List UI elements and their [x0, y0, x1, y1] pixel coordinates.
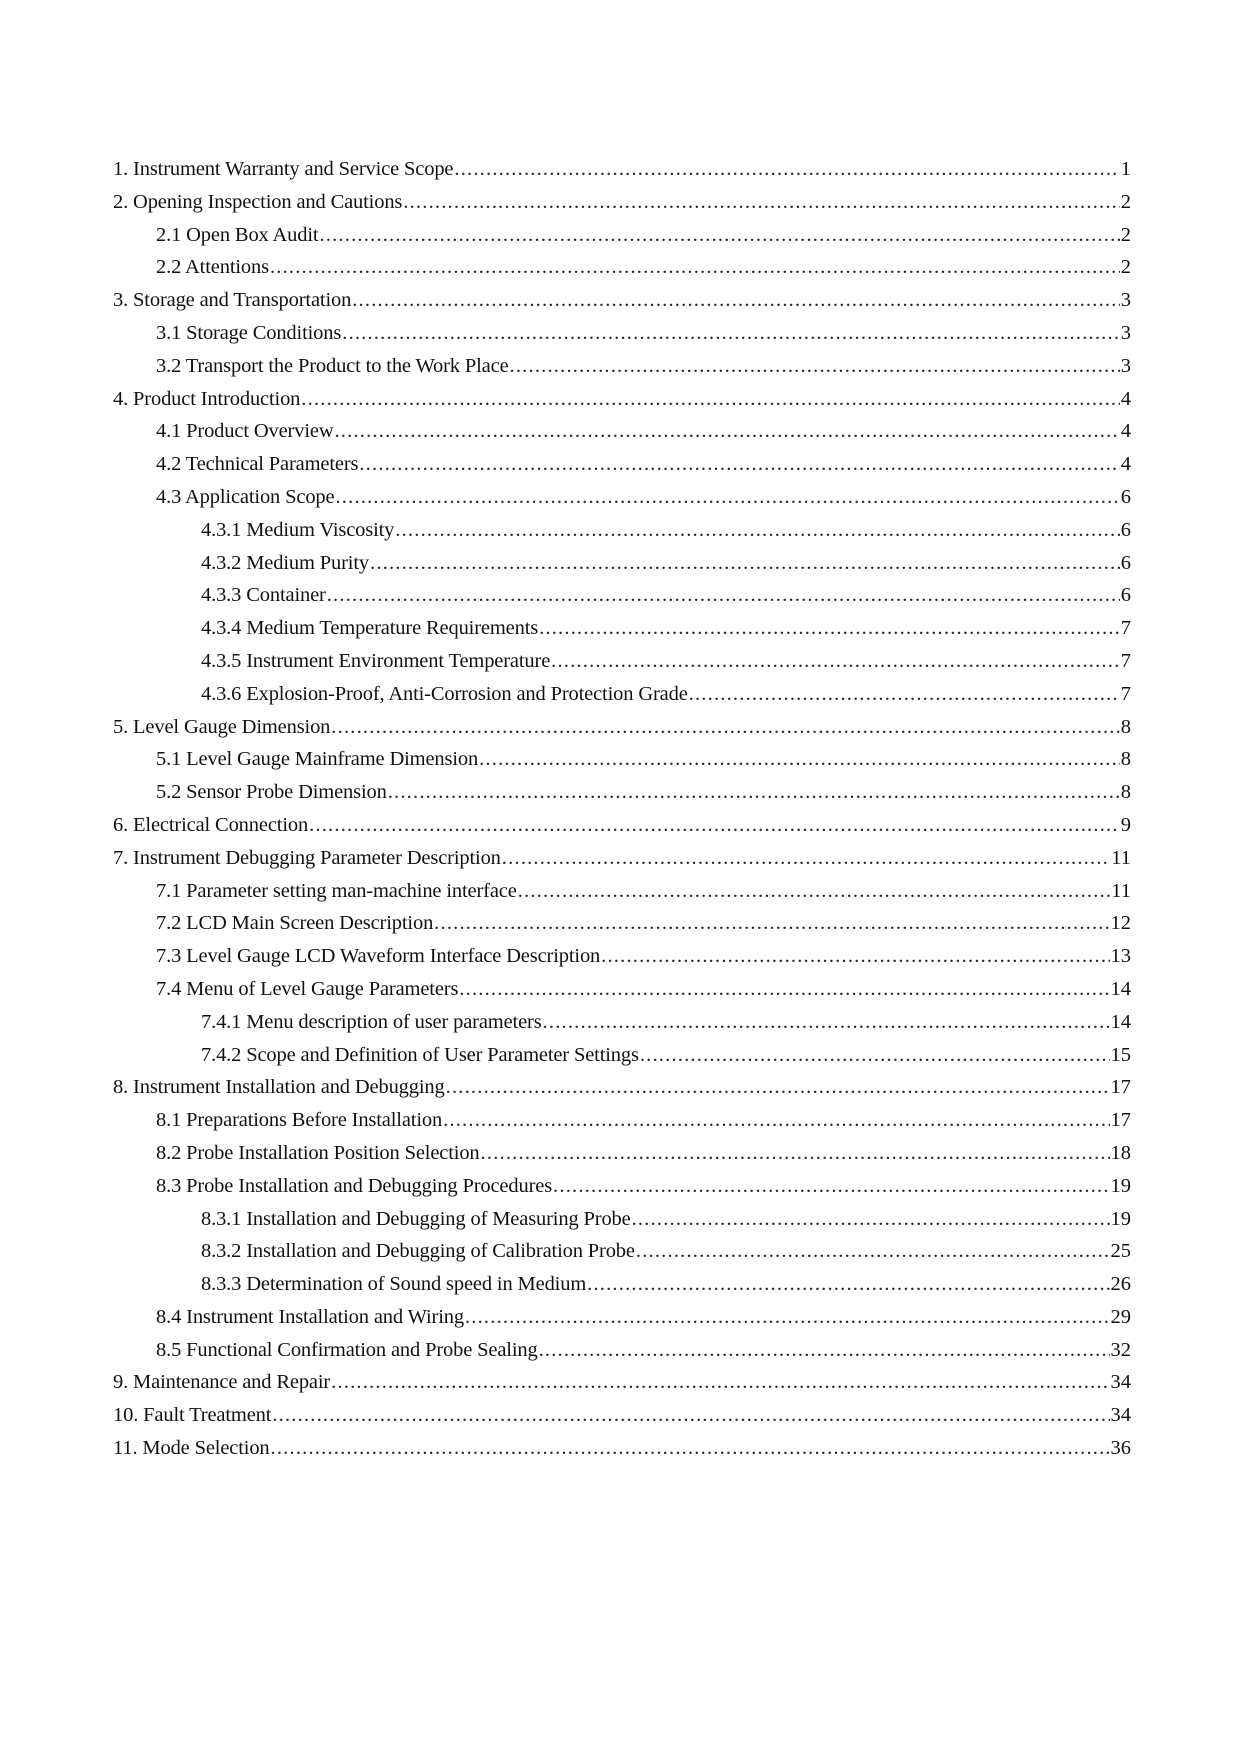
- toc-entry-page-number: 19: [1110, 1207, 1131, 1230]
- toc-entry-title: 10. Fault Treatment: [113, 1404, 272, 1427]
- toc-entry-page-number: 19: [1110, 1174, 1131, 1197]
- toc-entry-title: 7.4.1 Menu description of user parameters: [201, 1010, 542, 1033]
- toc-entry-page-number: 36: [1110, 1437, 1131, 1460]
- toc-entry-title: 7.2 LCD Main Screen Description: [156, 912, 434, 935]
- toc-dot-leader: [272, 1399, 1109, 1432]
- toc-entry-page-number: 8: [1120, 715, 1131, 738]
- toc-entry-page-number: 17: [1110, 1076, 1131, 1099]
- toc-dot-leader: [502, 842, 1110, 875]
- toc-entry-title: 8. Instrument Installation and Debugging: [113, 1076, 445, 1099]
- toc-dot-leader: [601, 940, 1109, 973]
- toc-entry-page-number: 11: [1111, 846, 1131, 869]
- toc-entry-page-number: 3: [1120, 354, 1131, 377]
- toc-dot-leader: [689, 678, 1120, 711]
- toc-entry[interactable]: [113, 1268, 1131, 1301]
- toc-entry[interactable]: [113, 1039, 1131, 1072]
- toc-dot-leader: [481, 1137, 1110, 1170]
- toc-entry-title: 8.3.2 Installation and Debugging of Calibration Probe: [201, 1240, 635, 1263]
- toc-entry[interactable]: [113, 1366, 1131, 1399]
- toc-entry-title: 8.4 Instrument Installation and Wiring: [156, 1305, 464, 1328]
- toc-entry-title: 8.3.1 Installation and Debugging of Measuring Probe: [201, 1207, 631, 1230]
- toc-dot-leader: [334, 415, 1119, 448]
- toc-entry-title: 4.3.4 Medium Temperature Requirements: [201, 617, 539, 640]
- toc-entry-title: 8.3.3 Determination of Sound speed in Medium: [201, 1273, 587, 1296]
- toc-entry-title: 4.3 Application Scope: [156, 485, 335, 508]
- toc-dot-leader: [454, 153, 1119, 186]
- toc-entry[interactable]: [113, 415, 1131, 448]
- toc-entry-title: 2.1 Open Box Audit: [156, 223, 319, 246]
- toc-entry-page-number: 25: [1110, 1240, 1131, 1263]
- toc-entry-page-number: 34: [1110, 1371, 1131, 1394]
- toc-dot-leader: [309, 809, 1120, 842]
- toc-entry-title: 5.2 Sensor Probe Dimension: [156, 781, 387, 804]
- toc-entry[interactable]: [113, 809, 1131, 842]
- toc-dot-leader: [640, 1039, 1110, 1072]
- toc-entry-page-number: 29: [1110, 1305, 1131, 1328]
- toc-entry-page-number: 15: [1110, 1043, 1131, 1066]
- toc-entry-title: 3.2 Transport the Product to the Work Place: [156, 354, 509, 377]
- toc-dot-leader: [551, 645, 1120, 678]
- toc-entry[interactable]: [113, 940, 1131, 973]
- toc-entry-page-number: 4: [1120, 420, 1131, 443]
- toc-entry-title: 11. Mode Selection: [113, 1437, 270, 1460]
- toc-entry-page-number: 13: [1110, 945, 1131, 968]
- toc-entry-title: 3. Storage and Transportation: [113, 289, 352, 312]
- toc-entry-page-number: 2: [1120, 256, 1131, 279]
- toc-entry-title: 8.2 Probe Installation Position Selection: [156, 1141, 480, 1164]
- toc-entry[interactable]: [113, 1170, 1131, 1203]
- toc-entry-page-number: 7: [1120, 649, 1131, 672]
- toc-dot-leader: [539, 612, 1120, 645]
- toc-entry[interactable]: [113, 579, 1131, 612]
- toc-dot-leader: [359, 448, 1119, 481]
- toc-entry[interactable]: [113, 1235, 1131, 1268]
- toc-entry[interactable]: [113, 1399, 1131, 1432]
- toc-entry[interactable]: [113, 1301, 1131, 1334]
- toc-entry-title: 7.1 Parameter setting man-machine interface: [156, 879, 517, 902]
- toc-dot-leader: [636, 1235, 1110, 1268]
- toc-dot-leader: [518, 875, 1111, 908]
- toc-entry-page-number: 7: [1120, 682, 1131, 705]
- toc-entry-title: 4.3.3 Container: [201, 584, 326, 607]
- toc-entry-page-number: 14: [1110, 1010, 1131, 1033]
- toc-entry-page-number: 8: [1120, 748, 1131, 771]
- toc-entry[interactable]: [113, 612, 1131, 645]
- toc-entry-page-number: 14: [1110, 977, 1131, 1000]
- toc-entry[interactable]: [113, 481, 1131, 514]
- toc-entry-page-number: 2: [1120, 190, 1131, 213]
- toc-entry-title: 2.2 Attentions: [156, 256, 269, 279]
- toc-dot-leader: [352, 284, 1120, 317]
- toc-dot-leader: [459, 973, 1109, 1006]
- toc-dot-leader: [327, 579, 1120, 612]
- toc-entry-title: 3.1 Storage Conditions: [156, 321, 342, 344]
- toc-entry-title: 4.3.2 Medium Purity: [201, 551, 369, 574]
- toc-dot-leader: [632, 1203, 1110, 1236]
- toc-entry[interactable]: [113, 219, 1131, 252]
- toc-dot-leader: [465, 1301, 1110, 1334]
- toc-entry-page-number: 9: [1120, 813, 1131, 836]
- toc-entry-title: 9. Maintenance and Repair: [113, 1371, 331, 1394]
- toc-entry[interactable]: [113, 448, 1131, 481]
- toc-entry[interactable]: [113, 1203, 1131, 1236]
- toc-entry-title: 7.3 Level Gauge LCD Waveform Interface Description: [156, 945, 601, 968]
- toc-entry-page-number: 3: [1120, 321, 1131, 344]
- toc-entry-title: 4.3.5 Instrument Environment Temperature: [201, 649, 551, 672]
- toc-dot-leader: [479, 743, 1120, 776]
- toc-dot-leader: [539, 1334, 1110, 1367]
- toc-entry-title: 7. Instrument Debugging Parameter Description: [113, 846, 501, 869]
- toc-entry-title: 7.4 Menu of Level Gauge Parameters: [156, 977, 459, 1000]
- toc-entry[interactable]: [113, 350, 1131, 383]
- toc-entry-title: 8.1 Preparations Before Installation: [156, 1109, 443, 1132]
- toc-entry-page-number: 8: [1120, 781, 1131, 804]
- toc-dot-leader: [446, 1071, 1110, 1104]
- toc-entry-title: 4. Product Introduction: [113, 387, 301, 410]
- toc-dot-leader: [335, 481, 1119, 514]
- toc-entry-page-number: 32: [1110, 1338, 1131, 1361]
- toc-entry[interactable]: [113, 776, 1131, 809]
- toc-entry-page-number: 34: [1110, 1404, 1131, 1427]
- toc-entry-page-number: 12: [1110, 912, 1131, 935]
- toc-entry-page-number: 3: [1120, 289, 1131, 312]
- toc-dot-leader: [319, 219, 1119, 252]
- toc-entry[interactable]: [113, 186, 1131, 219]
- toc-dot-leader: [331, 711, 1119, 744]
- toc-entry-title: 7.4.2 Scope and Definition of User Parameter Settings: [201, 1043, 639, 1066]
- toc-dot-leader: [510, 350, 1120, 383]
- toc-dot-leader: [270, 251, 1120, 284]
- toc-entry-title: 4.1 Product Overview: [156, 420, 334, 443]
- toc-entry-page-number: 7: [1120, 617, 1131, 640]
- toc-entry[interactable]: [113, 514, 1131, 547]
- toc-entry[interactable]: [113, 743, 1131, 776]
- toc-entry-page-number: 4: [1120, 453, 1131, 476]
- toc-dot-leader: [331, 1366, 1109, 1399]
- toc-entry-page-number: 6: [1120, 485, 1131, 508]
- toc-entry[interactable]: [113, 251, 1131, 284]
- toc-dot-leader: [543, 1006, 1110, 1039]
- toc-dot-leader: [553, 1170, 1109, 1203]
- toc-entry[interactable]: [113, 284, 1131, 317]
- toc-entry-page-number: 2: [1120, 223, 1131, 246]
- toc-entry-page-number: 1: [1120, 158, 1131, 180]
- toc-entry-title: 4.2 Technical Parameters: [156, 453, 359, 476]
- toc-dot-leader: [403, 186, 1119, 219]
- toc-entry[interactable]: [113, 317, 1131, 350]
- toc-entry[interactable]: [113, 711, 1131, 744]
- toc-entry[interactable]: [113, 875, 1131, 908]
- toc-entry[interactable]: [113, 1334, 1131, 1367]
- toc-entry-page-number: 26: [1110, 1273, 1131, 1296]
- toc-entry-page-number: 6: [1120, 584, 1131, 607]
- toc-entry-page-number: 11: [1111, 879, 1131, 902]
- toc-entry[interactable]: [113, 1137, 1131, 1170]
- toc-entry-page-number: 17: [1110, 1109, 1131, 1132]
- toc-dot-leader: [395, 514, 1119, 547]
- toc-dot-leader: [271, 1432, 1110, 1465]
- toc-entry[interactable]: [113, 842, 1131, 875]
- toc-entry-title: 5.1 Level Gauge Mainframe Dimension: [156, 748, 479, 771]
- toc-entry-page-number: 6: [1120, 551, 1131, 574]
- toc-entry-title: 4.3.6 Explosion-Proof, Anti-Corrosion and Protection Grade: [201, 682, 688, 705]
- toc-dot-leader: [434, 907, 1109, 940]
- toc-entry[interactable]: [113, 907, 1131, 940]
- toc-entry[interactable]: [113, 1104, 1131, 1137]
- toc-dot-leader: [370, 547, 1120, 580]
- table-of-contents: [113, 153, 1131, 1465]
- toc-entry[interactable]: [113, 645, 1131, 678]
- toc-entry-title: 6. Electrical Connection: [113, 813, 309, 836]
- toc-dot-leader: [388, 776, 1120, 809]
- toc-entry[interactable]: [113, 1006, 1131, 1039]
- toc-dot-leader: [342, 317, 1120, 350]
- toc-entry-title: 1. Instrument Warranty and Service Scope: [113, 158, 454, 180]
- toc-entry-page-number: 4: [1120, 387, 1131, 410]
- toc-entry-page-number: 6: [1120, 518, 1131, 541]
- toc-dot-leader: [587, 1268, 1109, 1301]
- toc-entry-page-number: 18: [1110, 1141, 1131, 1164]
- toc-dot-leader: [443, 1104, 1109, 1137]
- toc-entry[interactable]: [113, 153, 1131, 186]
- toc-entry[interactable]: [113, 678, 1131, 711]
- toc-entry-title: 8.3 Probe Installation and Debugging Procedures: [156, 1174, 553, 1197]
- toc-entry[interactable]: [113, 547, 1131, 580]
- toc-entry[interactable]: [113, 1432, 1131, 1465]
- toc-entry[interactable]: [113, 383, 1131, 416]
- toc-entry-title: 4.3.1 Medium Viscosity: [201, 518, 395, 541]
- toc-entry[interactable]: [113, 1071, 1131, 1104]
- toc-dot-leader: [301, 383, 1119, 416]
- toc-entry[interactable]: [113, 973, 1131, 1006]
- toc-entry-title: 8.5 Functional Confirmation and Probe Sealing: [156, 1338, 538, 1361]
- toc-entry-title: 2. Opening Inspection and Cautions: [113, 190, 403, 213]
- toc-entry-title: 5. Level Gauge Dimension: [113, 715, 331, 738]
